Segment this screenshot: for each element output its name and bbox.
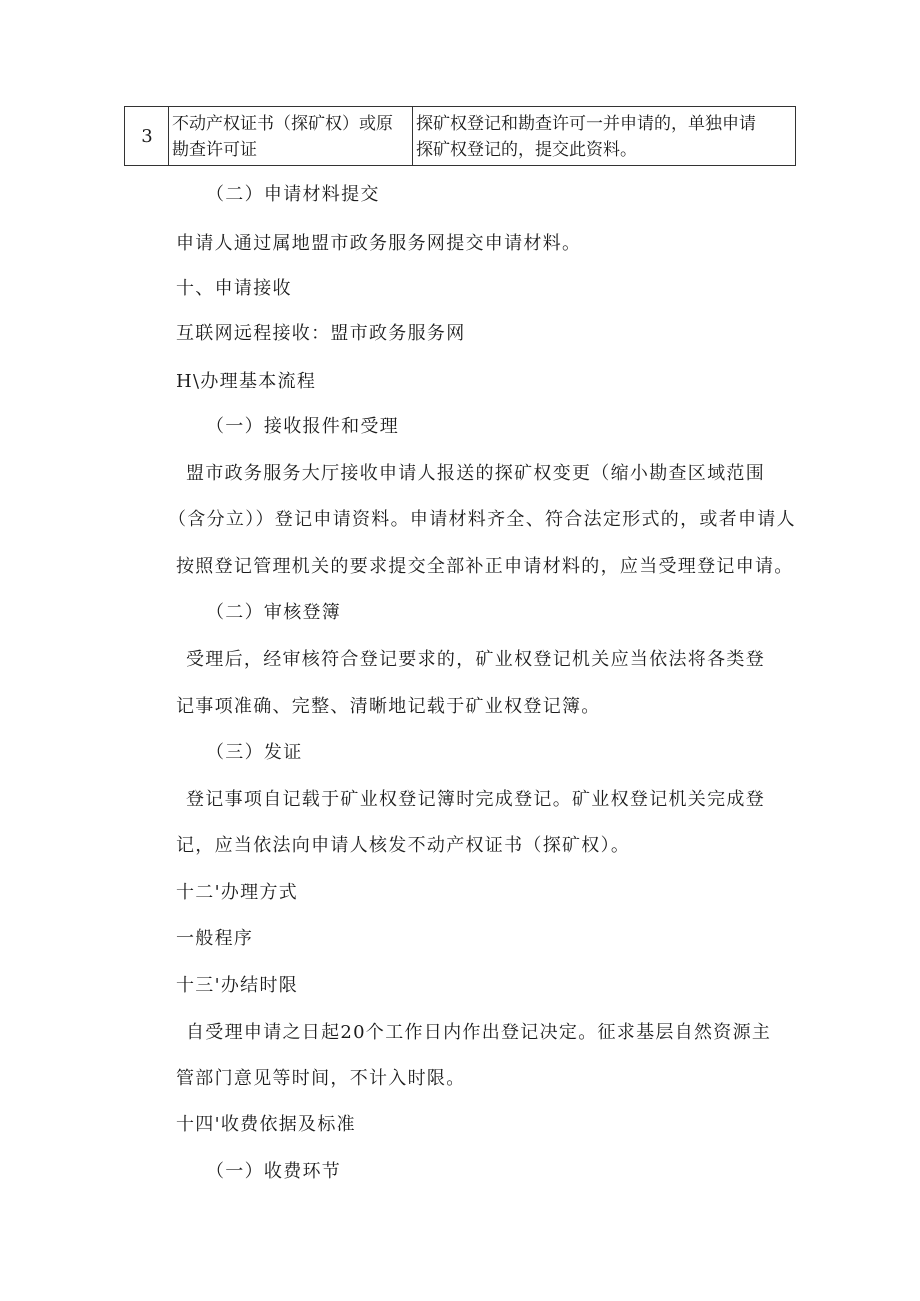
section-heading: 十二'办理方式 (176, 882, 299, 903)
material-note-cell (413, 107, 796, 166)
materials-table (124, 106, 796, 166)
paragraph-line: 申请人通过属地盟市政务服务网提交申请材料。 (176, 233, 582, 254)
subsection-heading: （一）接收报件和受理 (206, 416, 399, 437)
section-heading: H\办理基本流程 (176, 371, 317, 392)
paragraph-line: （含分立））登记申请资料。申请材料齐全、符合法定形式的，或者申请人 (168, 509, 796, 530)
paragraph-line: 登记事项自记载于矿业权登记簿时完成登记。矿业权登记机关完成登 (186, 789, 765, 810)
paragraph-line: 受理后，经审核符合登记要求的，矿业权登记机关应当依法将各类登 (186, 649, 765, 670)
material-name-line: 勘查许可证 (172, 140, 257, 160)
paragraph-line: 按照登记管理机关的要求提交全部补正申请材料的，应当受理登记申请。 (176, 556, 794, 577)
material-name-line: 不动产权证书（探矿权）或原 (172, 114, 393, 134)
material-note-line: 探矿权登记和勘查许可一并申请的，单独申请 (416, 114, 756, 134)
table-row (125, 107, 796, 166)
paragraph-line: 互联网远程接收：盟市政务服务网 (176, 323, 466, 344)
row-number: 3 (125, 107, 169, 166)
subsection-heading: （二）审核登簿 (206, 602, 342, 623)
section-heading: （二）申请材料提交 (206, 184, 380, 205)
section-heading: 十三'办结时限 (176, 975, 299, 996)
paragraph-line: 一般程序 (176, 928, 254, 949)
material-name-cell (169, 107, 413, 166)
section-heading: 十、申请接收 (176, 278, 292, 299)
material-note-line: 探矿权登记的，提交此资料。 (416, 140, 637, 160)
paragraph-line: 盟市政务服务大厅接收申请人报送的探矿权变更（缩小勘查区域范围 (186, 463, 765, 484)
subsection-heading: （三）发证 (206, 742, 303, 763)
paragraph-line: 记，应当依法向申请人核发不动产权证书（探矿权）。 (176, 835, 631, 856)
subsection-heading: （一）收费环节 (206, 1161, 342, 1182)
paragraph-line: 记事项准确、完整、清晰地记载于矿业权登记簿。 (176, 696, 601, 717)
paragraph-line: 自受理申请之日起20个工作日内作出登记决定。征求基层自然资源主 (186, 1022, 772, 1043)
section-heading: 十四'收费依据及标准 (176, 1114, 356, 1135)
paragraph-line: 管部门意见等时间，不计入时限。 (176, 1068, 466, 1089)
